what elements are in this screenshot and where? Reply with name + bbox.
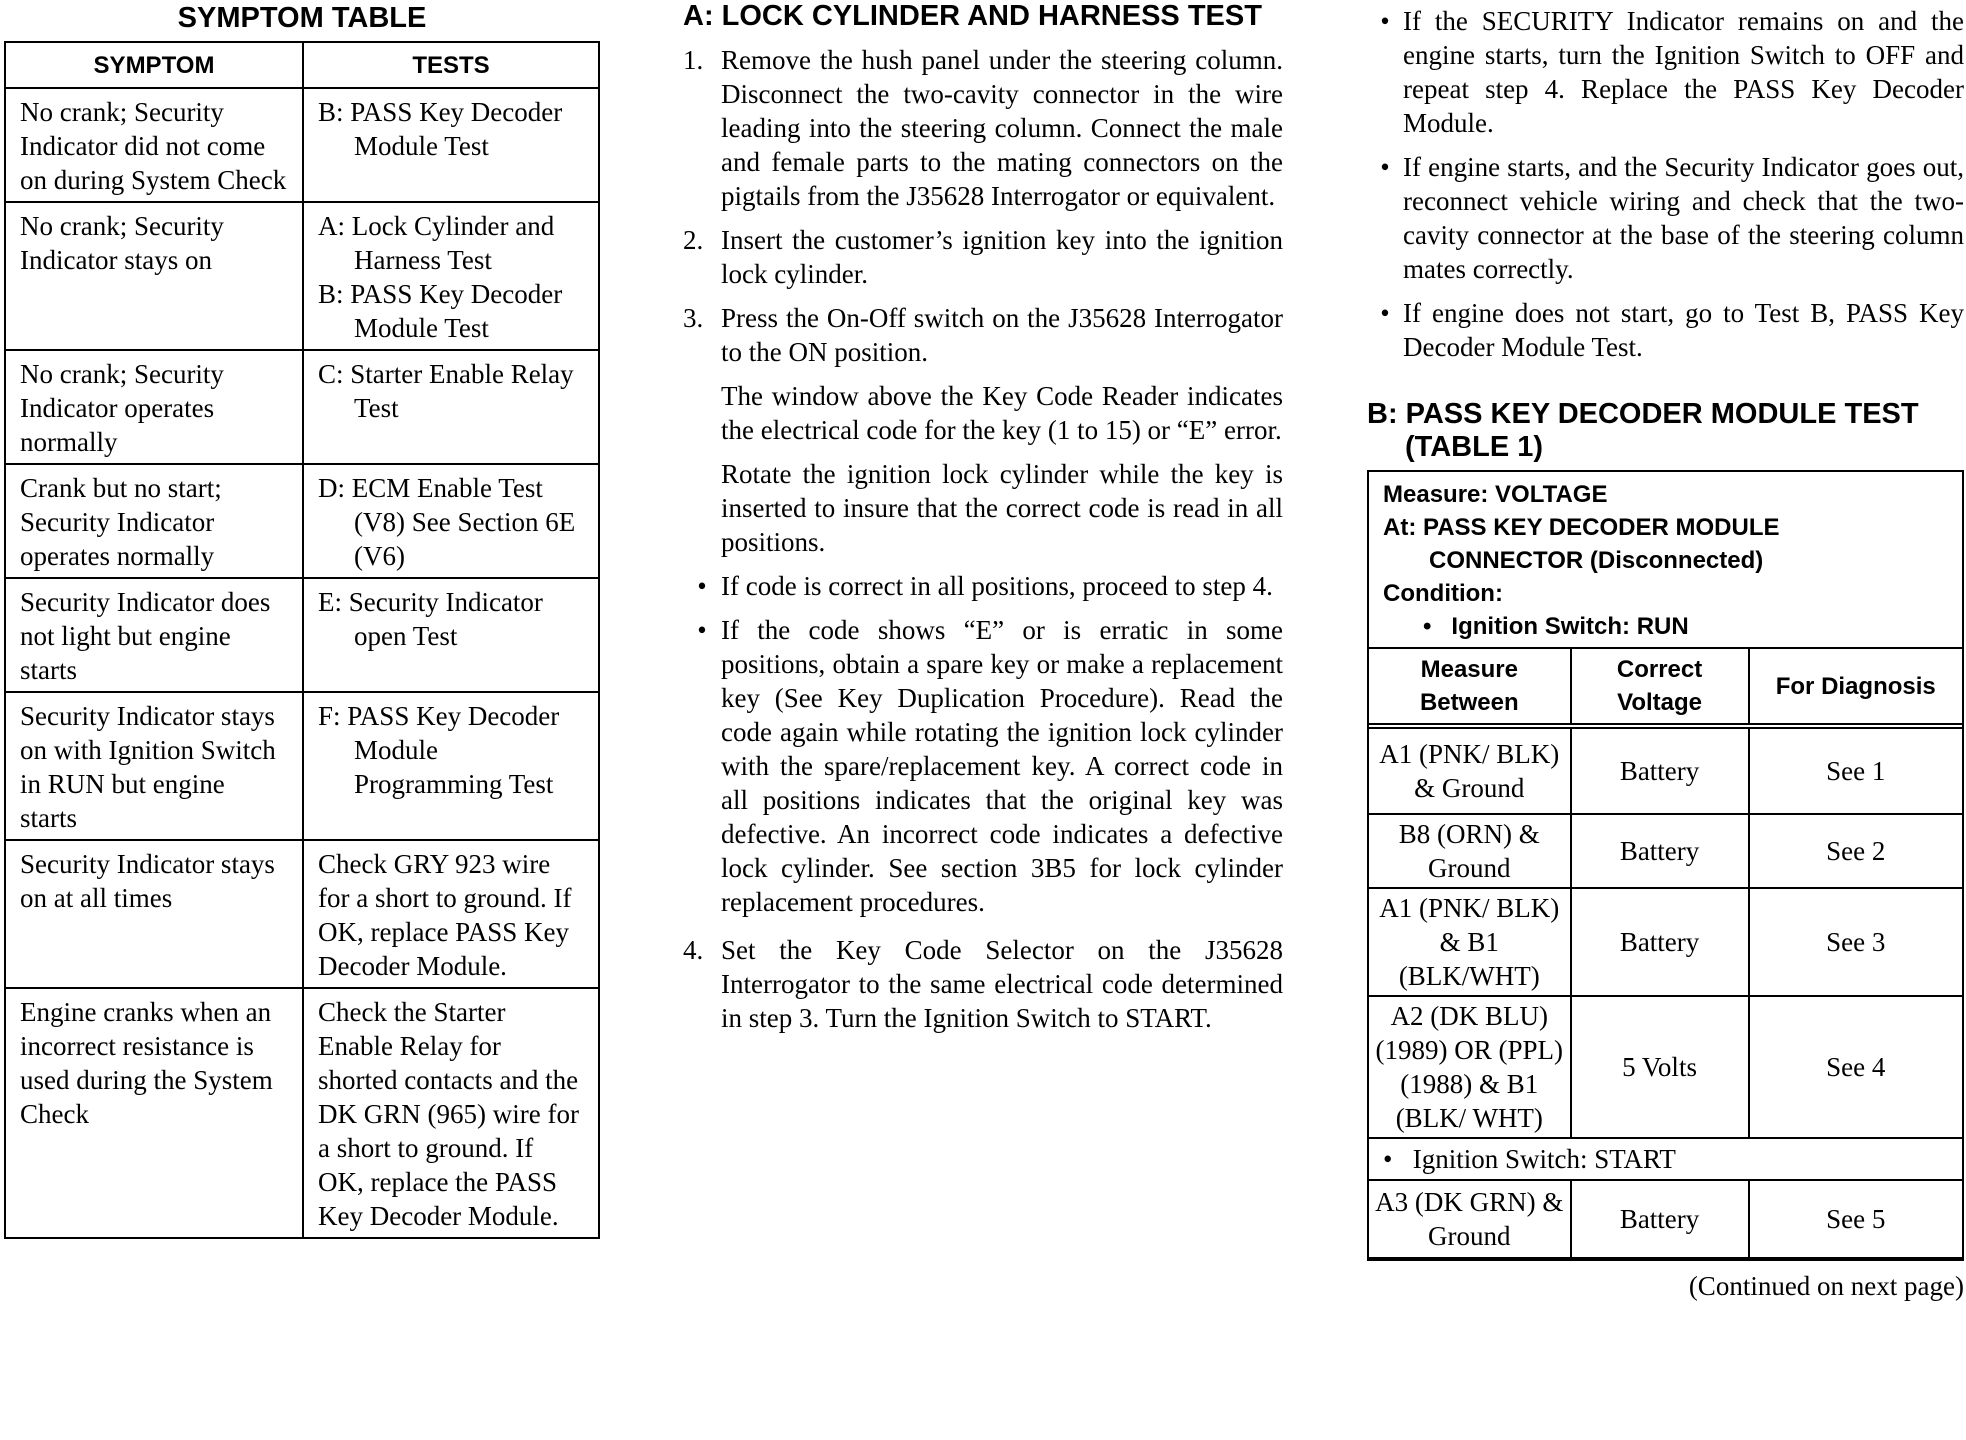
table-row bbox=[5, 464, 599, 578]
correct-voltage-cell: 5 Volts bbox=[1571, 996, 1749, 1138]
bullet-text: If the code shows “E” or is erratic in some positions, obtain a spare key or make a replacement key (See Key Duplication Procedure). Read the code again while rotating the ignition lock cylinder with the spare/replacement key. A correct code in all positions indicates that the original key was defective. An incorrect code indicates a defective lock cylinder. See section 3B5 for lock cylinder replacement procedures. bbox=[721, 615, 1283, 917]
table-row bbox=[1369, 814, 1962, 888]
diagnosis-cell: See 5 bbox=[1749, 1180, 1963, 1258]
step-number: 3. bbox=[683, 303, 704, 333]
bullet-item bbox=[1367, 296, 1964, 364]
bullet-icon: • bbox=[697, 571, 707, 601]
continued-note: (Continued on next page) bbox=[1688, 1271, 1964, 1301]
bullet-text: If code is correct in all positions, proceed to step 4. bbox=[721, 571, 1273, 601]
correct-voltage-cell: Battery bbox=[1571, 814, 1749, 888]
tests-cell bbox=[303, 88, 599, 202]
step-body bbox=[721, 43, 1283, 213]
diagnosis-cell: See 4 bbox=[1749, 996, 1963, 1138]
test-item: B: PASS Key Decoder Module Test bbox=[318, 279, 563, 343]
table-row bbox=[5, 88, 599, 202]
bullet-icon: • bbox=[1380, 6, 1390, 36]
at-label-2: CONNECTOR (Disconnected) bbox=[1429, 547, 1764, 574]
step-number: 4. bbox=[683, 935, 704, 965]
test-item: B: PASS Key Decoder Module Test bbox=[318, 97, 563, 161]
step-paragraph: Press the On-Off switch on the J35628 Interrogator to the ON position. bbox=[721, 303, 1283, 367]
test-item: Check GRY 923 wire for a short to ground. If OK, replace PASS Key Decoder Module. bbox=[318, 849, 572, 981]
diagnosis-cell: See 2 bbox=[1749, 814, 1963, 888]
diagnosis-cell: See 3 bbox=[1749, 888, 1963, 996]
correct-voltage-cell: Battery bbox=[1571, 1180, 1749, 1258]
at-label: At: PASS KEY DECODER MODULE bbox=[1383, 514, 1780, 541]
symptom-cell: No crank; Security Indicator did not come on during System Check bbox=[5, 88, 303, 202]
bullet-icon: • bbox=[1380, 152, 1390, 182]
correct-voltage-cell: Battery bbox=[1571, 888, 1749, 996]
col-header-tests: TESTS bbox=[303, 42, 599, 88]
bullet-icon: • bbox=[1380, 298, 1390, 328]
symptom-cell: Engine cranks when an incorrect resistance is used during the System Check bbox=[5, 988, 303, 1238]
bullet-text: If the SECURITY Indicator remains on and the engine starts, turn the Ignition Switch to OFF and repeat step 4. Replace the PASS Key Decoder Module. bbox=[1403, 6, 1964, 138]
test-item: A: Lock Cylinder and Harness Test bbox=[318, 211, 555, 275]
bullet-text: If engine does not start, go to Test B, PASS Key Decoder Module Test. bbox=[1403, 298, 1964, 362]
step-4 bbox=[683, 933, 1283, 1035]
table-row bbox=[5, 988, 599, 1238]
symptom-cell: Crank but no start; Security Indicator operates normally bbox=[5, 464, 303, 578]
condition-cell: • Ignition Switch: START bbox=[1369, 1138, 1962, 1180]
bullet-item bbox=[1367, 150, 1964, 286]
tests-cell bbox=[303, 692, 599, 840]
step-text: Set the Key Code Selector on the J35628 Interrogator to the same electrical code determined in step 3. Turn the Ignition Switch to START. bbox=[721, 935, 1283, 1033]
section-a-column bbox=[683, 0, 1283, 1035]
step-paragraph: Insert the customer’s ignition key into the ignition lock cylinder. bbox=[721, 225, 1283, 289]
tests-cell bbox=[303, 202, 599, 350]
tests-cell bbox=[303, 578, 599, 692]
bullet-icon: • bbox=[697, 615, 707, 645]
step-1 bbox=[683, 43, 1283, 213]
table-row bbox=[1369, 888, 1962, 996]
tests-cell bbox=[303, 464, 599, 578]
table-row bbox=[1369, 996, 1962, 1138]
step-body bbox=[721, 301, 1283, 559]
tests-cell bbox=[303, 350, 599, 464]
correct-voltage-cell: Battery bbox=[1571, 726, 1749, 814]
measure-between-cell: A1 (PNK/ BLK) & Ground bbox=[1369, 726, 1571, 814]
symptom-table-title: SYMPTOM TABLE bbox=[177, 2, 427, 34]
condition-text: Ignition Switch: START bbox=[1412, 1144, 1676, 1174]
measure-between-cell: B8 (ORN) & Ground bbox=[1369, 814, 1571, 888]
measure-between-cell: A2 (DK BLU) (1989) OR (PPL) (1988) & B1 (BLK/ WHT) bbox=[1369, 996, 1571, 1138]
step-3 bbox=[683, 301, 1283, 559]
step-paragraph: The window above the Key Code Reader indicates the electrical code for the key (1 to 15) or “E” error. bbox=[721, 381, 1283, 445]
table-row bbox=[1369, 726, 1962, 814]
step-number: 2. bbox=[683, 225, 704, 255]
condition-item: • Ignition Switch: RUN bbox=[1423, 613, 1689, 640]
symptom-cell: Security Indicator does not light but engine starts bbox=[5, 578, 303, 692]
test-item: E: Security Indicator open Test bbox=[318, 587, 543, 651]
symptom-table-column bbox=[4, 0, 600, 1239]
test-item: Check the Starter Enable Relay for shorted contacts and the DK GRN (965) wire for a short to ground. If OK, replace the PASS Key Decoder Module. bbox=[318, 997, 579, 1231]
col-header-measure-between: Measure Between bbox=[1369, 648, 1571, 726]
step-paragraph: Rotate the ignition lock cylinder while the key is inserted to insure that the correct code is read in all positions. bbox=[721, 459, 1283, 557]
diagnosis-cell: See 1 bbox=[1749, 726, 1963, 814]
bullet-item bbox=[683, 569, 1283, 603]
test-item: D: ECM Enable Test (V8) See Section 6E (V6) bbox=[318, 473, 576, 571]
section-b-title: B: PASS KEY DECODER MODULE TEST (TABLE 1) bbox=[1367, 398, 1919, 463]
symptom-cell: No crank; Security Indicator operates normally bbox=[5, 350, 303, 464]
step-number: 1. bbox=[683, 45, 704, 75]
table-row bbox=[5, 840, 599, 988]
bullet-item bbox=[1367, 4, 1964, 140]
right-column bbox=[1367, 0, 1964, 1303]
col-header-for-diagnosis: For Diagnosis bbox=[1749, 648, 1963, 726]
symptom-cell: Security Indicator stays on with Ignition Switch in RUN but engine starts bbox=[5, 692, 303, 840]
table-row bbox=[5, 692, 599, 840]
step-body bbox=[721, 223, 1283, 291]
condition-label: Condition: bbox=[1383, 580, 1503, 607]
bullet-text: If engine starts, and the Security Indicator goes out, reconnect vehicle wiring and check that the two-cavity connector at the base of the steering column mates correctly. bbox=[1403, 152, 1964, 284]
symptom-table bbox=[4, 41, 600, 1239]
symptom-cell: Security Indicator stays on at all times bbox=[5, 840, 303, 988]
measure-label: Measure: VOLTAGE bbox=[1383, 481, 1608, 508]
measure-between-cell: A3 (DK GRN) & Ground bbox=[1369, 1180, 1571, 1258]
voltage-table-box bbox=[1367, 470, 1964, 1261]
step-2 bbox=[683, 223, 1283, 291]
bullet-item bbox=[683, 613, 1283, 919]
condition-row bbox=[1369, 1138, 1962, 1180]
col-header-symptom: SYMPTOM bbox=[5, 42, 303, 88]
measure-between-cell: A1 (PNK/ BLK) & B1 (BLK/WHT) bbox=[1369, 888, 1571, 996]
table-row bbox=[5, 578, 599, 692]
test-item: C: Starter Enable Relay Test bbox=[318, 359, 574, 423]
col-header-correct-voltage: Correct Voltage bbox=[1571, 648, 1749, 726]
tests-cell bbox=[303, 988, 599, 1238]
step-paragraph: Remove the hush panel under the steering column. Disconnect the two-cavity connector in the wire leading into the steering column. Connect the male and female parts to the mating connectors on the pigtails from the J35628 Interrogator or equivalent. bbox=[721, 45, 1283, 211]
table-row bbox=[5, 202, 599, 350]
voltage-table bbox=[1369, 647, 1962, 1259]
table-row bbox=[1369, 1180, 1962, 1258]
table-row bbox=[5, 350, 599, 464]
symptom-cell: No crank; Security Indicator stays on bbox=[5, 202, 303, 350]
section-a-title: A: LOCK CYLINDER AND HARNESS TEST bbox=[683, 0, 1262, 32]
test-item: F: PASS Key Decoder Module Programming Test bbox=[318, 701, 560, 799]
tests-cell bbox=[303, 840, 599, 988]
